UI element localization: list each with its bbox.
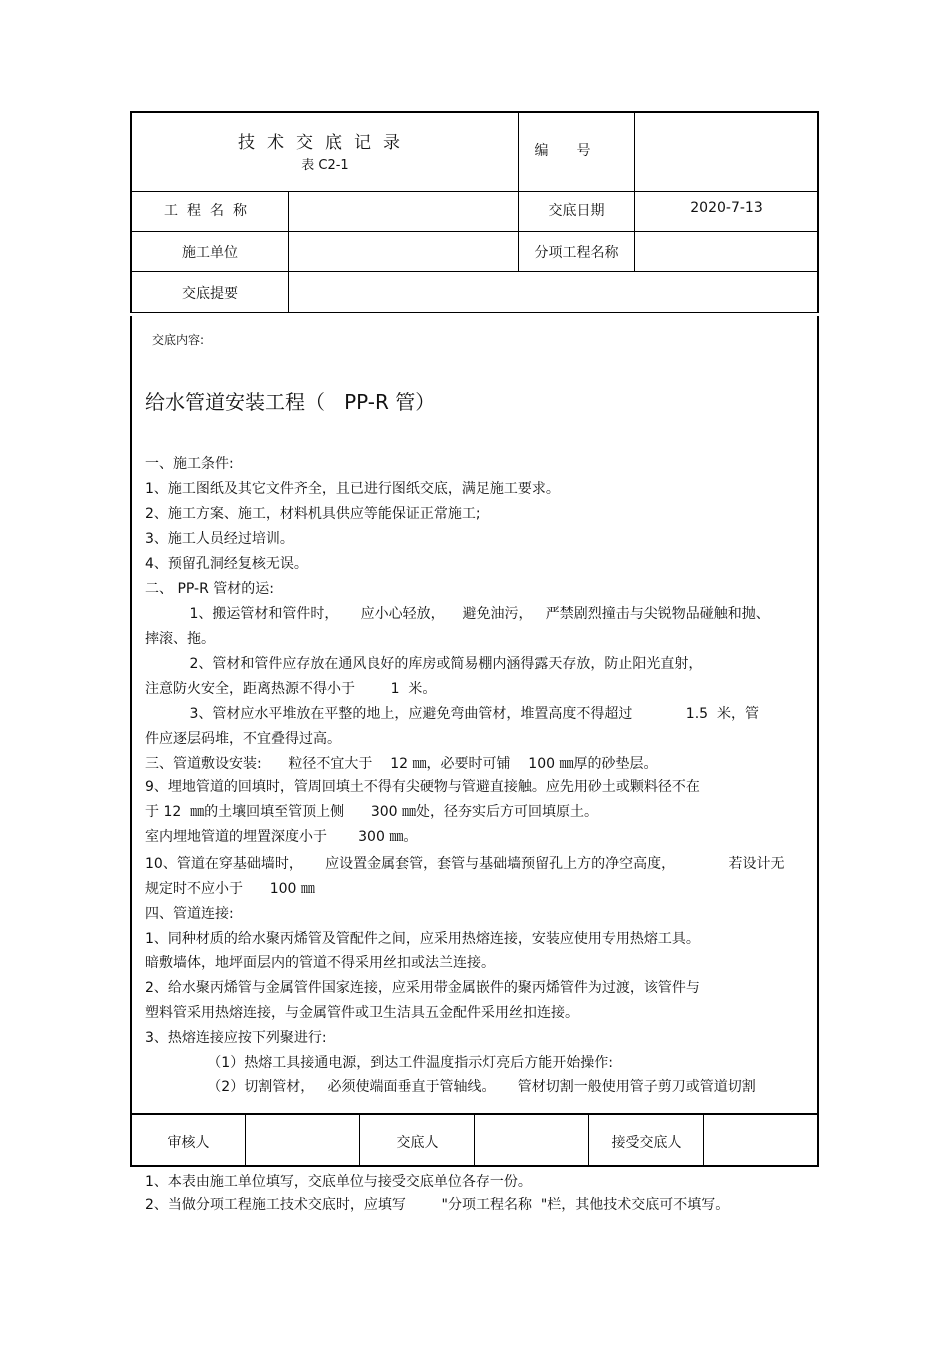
receiver-label: 接受交底人 (611, 1135, 682, 1151)
content-line: 注意防火安全，距离热源不得小于 1 米。 (145, 681, 437, 697)
content-label: 交底内容: (152, 333, 205, 347)
sig-divider-3 (474, 1113, 475, 1166)
reviewer-label: 审核人 (167, 1135, 210, 1151)
content-line: 二、 PP-R 管材的运: (145, 581, 274, 597)
sig-divider-2 (359, 1113, 360, 1166)
content-line: 1、施工图纸及其它文件齐全，且已进行图纸交底，满足施工要求。 (145, 481, 560, 497)
table-top-border (130, 111, 819, 113)
content-line: 四、管道连接: (145, 906, 234, 922)
content-line: 件应逐层码堆，不宜叠得过高。 (145, 731, 341, 747)
content-title: 给水管道安装工程（ PP-R 管） (145, 390, 436, 414)
content-line: 1、同种材质的给水聚丙烯管及管配件之间，应采用热熔连接，安装应使用专用热熔工具。 (145, 931, 700, 947)
col-divider-a (288, 191, 289, 312)
content-line: 摔滚、拖。 (145, 631, 215, 647)
number-label: 编号 (534, 143, 619, 159)
date-label: 交底日期 (548, 203, 605, 219)
content-line: 规定时不应小于 100 ㎜ (145, 881, 315, 897)
footnote-2: 2、当做分项工程施工技术交底时，应填写 "分项工程名称 "栏，其他技术交底可不填写。 (145, 1197, 730, 1213)
row-divider-2 (130, 231, 819, 232)
content-line: 暗敷墙体，地坪面层内的管道不得采用丝扣或法兰连接。 (145, 955, 495, 971)
contractor-label: 施工单位 (182, 245, 238, 261)
date-value[interactable]: 2020-7-13 (690, 200, 763, 216)
sig-divider-1 (245, 1113, 246, 1166)
content-right-border (817, 316, 819, 1113)
content-line: 10、管道在穿基础墙时， 应设置金属套管，套管与基础墙预留孔上方的净空高度， 若设计无 (145, 856, 785, 872)
sig-right-border (817, 1113, 819, 1166)
table-right-border (817, 111, 819, 312)
row-divider-4 (130, 312, 819, 313)
content-line: 一、施工条件: (145, 456, 234, 472)
discloser-label: 交底人 (396, 1135, 439, 1151)
sig-divider-5 (703, 1113, 704, 1166)
content-line: 2、管材和管件应存放在通风良好的库房或简易棚内涵得露天存放，防止阳光直射， (145, 656, 703, 672)
form-title: 技术交底记录 (238, 133, 412, 153)
content-line: 1、搬运管材和管件时， 应小心轻放， 避免油污， 严禁剧烈撞击与尖锐物品碰触和抛、 (145, 606, 770, 622)
content-line: （1）热熔工具接通电源，到达工件温度指示灯亮后方能开始操作: (145, 1055, 613, 1071)
content-line: 于 12 ㎜的土壤回填至管顶上侧 300 ㎜处，径夯实后方可回填原土。 (145, 804, 599, 820)
subproject-label: 分项工程名称 (534, 245, 619, 261)
content-line: 4、预留孔洞经复核无误。 (145, 556, 308, 572)
content-left-border (130, 316, 132, 1113)
content-line: （2）切割管材， 必须使端面垂直于管轴线。 管材切割一般使用管子剪刀或管道切割 (145, 1079, 756, 1095)
row-divider-1 (130, 191, 819, 192)
content-line: 3、施工人员经过培训。 (145, 531, 294, 547)
footnote-1: 1、本表由施工单位填写，交底单位与接受交底单位各存一份。 (145, 1174, 532, 1190)
content-line: 9、埋地管道的回填时，管周回填土不得有尖硬物与管避直接触。应先用砂土或颗料径不在 (145, 779, 700, 795)
content-line: 三、管道敷设安装: 粒径不宜大于 12 ㎜，必要时可铺 100 ㎜厚的砂垫层。 (145, 756, 658, 772)
content-line: 3、热熔连接应按下列聚进行: (145, 1030, 327, 1046)
content-line: 室内埋地管道的埋置深度小于 300 ㎜。 (145, 829, 418, 845)
form-number: 表 C2-1 (301, 158, 349, 173)
sig-divider-4 (588, 1113, 589, 1166)
row-divider-3 (130, 271, 819, 272)
content-line: 塑料管采用热熔连接，与金属管件或卫生洁具五金配件采用丝扣连接。 (145, 1005, 579, 1021)
project-name-label: 工程名称 (164, 203, 256, 219)
content-line: 2、给水聚丙烯管与金属管件国家连接，应采用带金属嵌件的聚丙烯管件为过渡，该管件与 (145, 980, 700, 996)
col-divider-c (634, 111, 635, 271)
summary-label: 交底提要 (182, 286, 238, 302)
content-line: 2、施工方案、施工，材料机具供应等能保证正常施工; (145, 506, 481, 522)
content-line: 3、管材应水平堆放在平整的地上，应避免弯曲管材，堆置高度不得超过 1.5 米，管 (145, 706, 759, 722)
